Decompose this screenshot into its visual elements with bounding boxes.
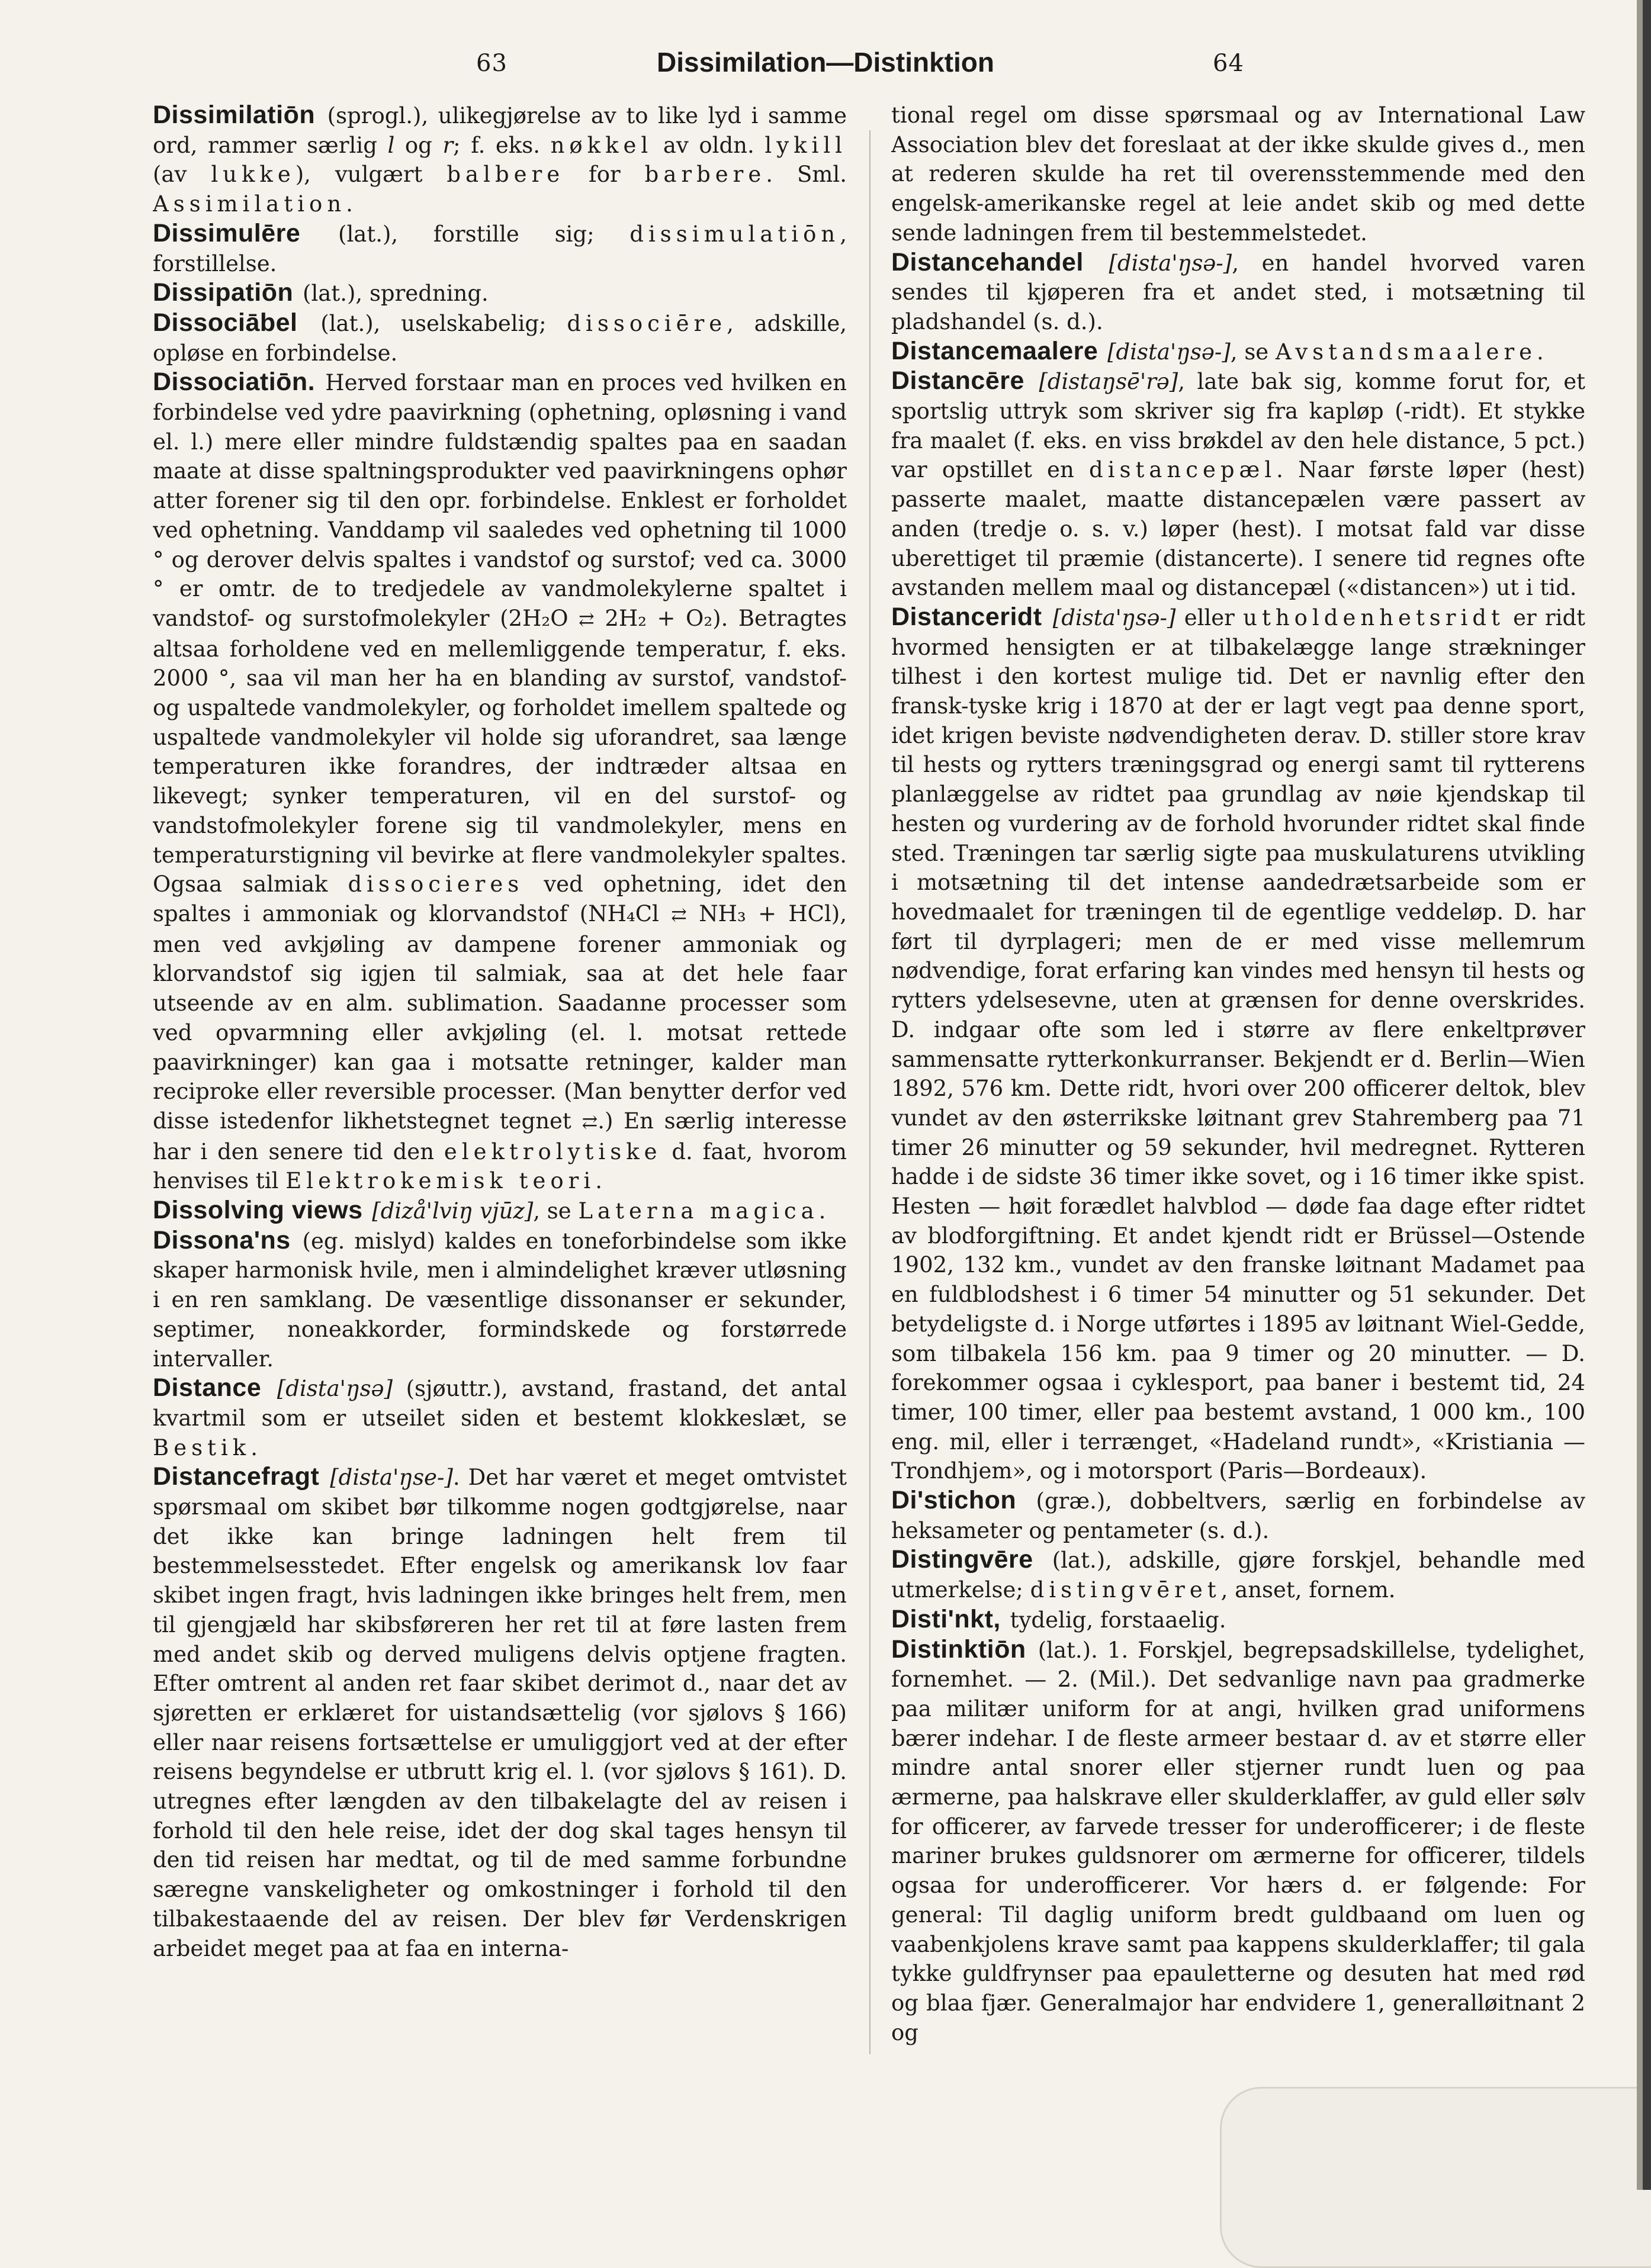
entry-text: (lat.), forstille sig; [303, 221, 630, 247]
entry-text: eller [1175, 604, 1244, 630]
entry-text: , forstillelse. [153, 221, 847, 276]
spaced-term: barbere [644, 162, 766, 188]
spaced-term: distancepæl [1088, 457, 1277, 483]
right-page-number: 64 [1213, 50, 1244, 77]
dictionary-entry [891, 248, 1585, 337]
pronunciation: [dista'ŋsə-] [1109, 250, 1232, 276]
pronunciation: r [442, 132, 454, 158]
entry-text [322, 1465, 330, 1490]
entry-text: NH₃ + HCl), men ved avkjøling av dampene forener ammoniak og klorvandstof sig igjen til salmiak, saa at det hele faar utseende av en alm. sublimation. Saadanne processer som ved opvarmning eller avkjøling (el. l. motsat rettede paavirkninger) kan gaa i motsatte retninger, kalder man reciproke eller reversible processer. (Man benytter derfor ved disse istedenfor likhetstegnet tegnet [153, 900, 847, 1134]
pronunciation: [distaŋsē'rə] [1039, 369, 1178, 395]
entry-headword: Dissipatiōn [153, 278, 294, 307]
entry-text: , se [1230, 339, 1276, 365]
entry-headword: Dissimulēre [153, 218, 301, 247]
entry-text: og [394, 132, 443, 158]
spaced-term: Elektrokemisk teori [285, 1168, 596, 1194]
pronunciation: [dista'ŋsə-] [1107, 339, 1231, 365]
entry-text: av oldn. [653, 132, 765, 158]
entry-text: (lat.), adskille, gjøre forskjel, behandle med utmerkelse; [891, 1548, 1585, 1603]
entry-text: (sprogl.), ulikegjørelse av to like lyd i samme ord, rammer særlig [153, 103, 847, 158]
entry-text: tional regel om disse spørsmaal og av International Law Association blev det foreslaat at der ikke skulde gives d., men at rederen skulde ha ret til overensstemmende med den engelsk-amerikanske regel at leie andet skib og med dette sende ladningen frem til bestemmelstedet. [891, 102, 1585, 246]
entry-text: , en handel hvorved varen sendes til kjøperen fra et andet sted, i motsætning til pladshandel (s. d.). [891, 250, 1585, 334]
entry-headword: Dissimilatiōn [153, 101, 316, 129]
dictionary-entry [153, 368, 847, 1196]
entry-text [1045, 605, 1053, 630]
entry-text: (av [153, 162, 211, 188]
entry-text: ), vulgært [295, 162, 447, 188]
entry-headword: Dissona'ns [153, 1225, 291, 1254]
reversible-arrow-icon: ⇄ [582, 1110, 598, 1133]
entry-text: . [818, 1198, 826, 1224]
pronunciation: [dizå'lviŋ vjūz] [372, 1198, 534, 1224]
pronunciation: [dista'ŋsə] [277, 1376, 393, 1402]
dictionary-entry [153, 1226, 847, 1374]
entry-text: 2H₂ + O₂). Betragtes altsaa forholdene ved en mellemliggende temperatur, f. eks. 2000 °, saa vil man her ha en blanding av surstof, vandstof- og uspaltede vandmolekyler, og forholdet imellem spaltede og uspaltede vandmolekyler vil holde sig uforandret, saa længe temperaturen ikke forandres, der indtræder altsaa en likevegt; synker temperaturen, vil en del surstof- og vandstofmolekyler forene sig til vandmolekyler, mens en temperaturstigning vil bevirke at flere vandmolekyler spaltes. Ogsaa salmiak [153, 605, 847, 897]
entry-headword: Dissociābel [153, 308, 298, 337]
entry-text: . [250, 1434, 258, 1460]
entry-headword: Distance [153, 1373, 262, 1402]
entry-headword: Di'stichon [891, 1486, 1017, 1515]
entry-text: . Det har været et meget omtvistet spørsmaal om skibet bør tilkomme nogen godtgjørelse, naar det ikke kan bringe ladningen helt frem til bestemmelsesstedet. Efter engelsk og amerikansk lov faar skibet ingen fragt, hvis ladningen ikke bringes helt frem, men til gjengjæld har skibsføreren her ret til at føre lasten frem med andet skib og derved muligens delvis optjene fragten. Efter omtrent al anden ret faar skibet derimot d., naar det av sjøretten er erklæret for uistandsættelig (vor sjølovs § 166) eller naar reisens fortsættelse er umuliggjort ved at der efter reisens begyndelse er utbrutt krig el. l. (vor sjølovs § 161). D. utregnes efter længden av den tilbakelagte del av reisen i forhold til den hele reise, idet der dog skal tages hensyn til den tid reisen har medtat, og til de med samme forbundne særegne vanskeligheter og omkostninger i forhold til den tilbakestaaende del av reisen. Der blev før Verdenskrigen arbeidet meget paa at faa en interna- [153, 1465, 847, 1961]
spaced-term: utholdenhetsridt [1243, 604, 1505, 630]
entry-text: (græ.), dobbeltvers, særlig en forbindelse av heksameter og pentameter (s. d.). [891, 1488, 1585, 1543]
spaced-term: lukke [211, 162, 295, 188]
page-edge-shadow [1637, 0, 1643, 2190]
spaced-term: Assimilation [153, 191, 346, 217]
dictionary-entry [891, 1545, 1585, 1604]
dictionary-entry [153, 1373, 847, 1462]
spaced-term: dissimulatiōn [629, 221, 840, 247]
dictionary-entry [153, 278, 847, 308]
entry-text: , late bak sig, komme forut for, et sportslig uttryk som skriver sig fra kapløp (-ridt). Et stykke fra maalet (f. eks. en viss brøkdel av den hele distance, 5 pct.) var opstillet en [891, 369, 1585, 483]
spaced-term: nøkkel [550, 132, 653, 158]
entry-text [1100, 339, 1107, 365]
dictionary-entry [153, 101, 847, 219]
spaced-term: Avstandsmaalere [1275, 339, 1537, 365]
entry-headword: Distancehandel [891, 247, 1084, 276]
entry-text: (sjøuttr.), avstand, frastand, det antal kvartmil som er utseilet siden et bestemt klokkeslæt, se [153, 1376, 847, 1431]
entry-text: (eg. mislyd) kaldes en toneforbindelse som ikke skaper harmonisk hvile, men i almindelighet kræver utløsning i en ren samklang. De væsentlige dissonanser er sekunder, septimer, noneakkorder, formindskede og forstørrede intervaller. [153, 1228, 847, 1372]
entry-headword: Distancefragt [153, 1462, 320, 1491]
entry-text: ; f. eks. [453, 132, 551, 158]
reversible-arrow-icon: ⇄ [579, 607, 595, 630]
entry-headword: Dissociatiōn. [153, 368, 316, 397]
left-column [153, 101, 847, 2137]
book-spine-edge [1643, 0, 1651, 2190]
entry-text: (lat.), spredning. [295, 281, 489, 307]
entry-text: d. faat, hvorom henvises til [153, 1138, 847, 1194]
spaced-term: elektrolytiske [444, 1138, 662, 1164]
entry-text: , adskille, opløse en forbindelse. [153, 310, 847, 366]
page-corner-curl [1220, 2087, 1651, 2268]
dictionary-entry [891, 1635, 1585, 2048]
entry-headword: Distinktiōn [891, 1635, 1026, 1664]
running-header [0, 47, 1651, 85]
entry-text: ved ophetning, idet den spaltes i ammoniak og klorvandstof (NH₄Cl [153, 871, 847, 926]
entry-text: er ridt hvormed hensigten er at tilbakelægge lange strækninger tilhest i den kortest mulige tid. Det er navnlig efter den fransk-tyske krig i 1870 at der er lagt vegt paa denne sport, idet krigen beviste nødvendigheten derav. D. stiller store krav til hests og rytters træningsgrad og energi samt til rytterens planlæggelse av ridtet paa grundlag av nøie kjendskap til hesten og vurdering av de forhold hvorunder ridtet skal finde sted. Træningen tar særlig sigte paa muskulaturens utvikling i motsætning til det intense aandedrætsarbeide som er hovedmaalet for træningen til de egentlige veddeløp. D. har ført til dyrplageri; men de er med visse mellemrum nødvendige, forat erfaring kan vindes med hensyn til hests og rytters ydelsesevne, uten at grænsen for denne overskrides. D. indgaar ofte som led i større av flere enkeltprøver sammensatte rytterkonkurranser. Bekjendt er d. Berlin—Wien 1892, 576 km. Dette ridt, hvori over 200 officerer deltok, blev vundet av den østerrikske løitnant grev Stahremberg paa 71 timer 26 minutter og 59 sekunder, hvil medregnet. Rytteren hadde i de sidste 36 timer ikke sovet, og i 16 timer ikke spist. Hesten — høit forædlet halvblod — døde faa dage efter ridtet av blodforgiftning. Et andet kjendt ridt er Brüssel—Ostende 1902, 132 km., vundet av den franske løitnant Madamet paa en fuldblodshest i 6 timer 54 minutter og 51 sekunder. Det betydeligste d. i Norge utførtes i 1895 av løitnant Wiel-Gedde, som tilbakela 156 km. paa 9 timer og 20 minutter. — D. forekommer ogsaa i cyklesport, paa baner i bestemt tid, 24 timer, 100 timer, eller paa bestemt avstand, 1 000 km., 100 eng. mil, eller i terrænget, «Hadeland rundt», «Kristiania —Trondhjem», og i motorsport (Paris—Bordeaux). [891, 604, 1585, 1484]
pronunciation: l [387, 132, 395, 158]
dictionary-entry [891, 603, 1585, 1486]
entry-text: , anset, fornem. [1220, 1577, 1396, 1603]
dictionary-entry [153, 1196, 847, 1226]
entry-text [264, 1376, 277, 1401]
dictionary-entry [891, 1486, 1585, 1545]
right-column [891, 101, 1585, 2137]
entry-text: . [1537, 339, 1544, 365]
entry-text: . [346, 191, 353, 217]
entry-headword: Dissolving views [153, 1196, 363, 1225]
dictionary-entry [891, 101, 1585, 248]
entry-headword: Distancēre [891, 366, 1024, 395]
entry-text: .) En særlig interesse har i den senere tid den [153, 1108, 847, 1164]
spaced-term: balbere [447, 162, 565, 188]
spaced-term: dissocieres [348, 871, 524, 897]
spaced-term: Bestik [153, 1434, 251, 1460]
entry-text: for [564, 162, 645, 188]
dictionary-entry [891, 337, 1585, 367]
dictionary-entry [153, 219, 847, 278]
pronunciation: [dista'ŋsə-] [1052, 604, 1176, 630]
dictionary-entry [891, 366, 1585, 603]
dictionary-entry [153, 308, 847, 368]
entry-text: tydelig, forstaaelig. [1003, 1607, 1226, 1633]
entry-text: (lat.), uselskabelig; [300, 310, 567, 336]
entry-headword: Distingvēre [891, 1545, 1033, 1574]
column-divider [869, 130, 871, 2054]
entry-text [365, 1198, 372, 1224]
spaced-term: dissociēre [567, 310, 727, 336]
entry-headword: Disti'nkt, [891, 1604, 1001, 1633]
entry-headword: Distanceridt [891, 602, 1042, 631]
entry-text: . Sml. [766, 162, 847, 188]
entry-text [1086, 250, 1109, 276]
entry-headword: Distancemaalere [891, 336, 1098, 365]
dictionary-entry [891, 1605, 1585, 1635]
left-page-number: 63 [476, 50, 507, 77]
entry-text: , se [533, 1198, 579, 1224]
entry-text: (lat.). 1. Forskjel, begrepsadskillelse, tydelighet, fornemhet. — 2. (Mil.). Det sedvanlige navn paa gradmerke paa militær uniform for at angi, hvilken grad uniformens bærer indehar. I de fleste armeer bestaar d. av et større eller mindre antal snorer eller stjerner rundt luen og paa ærmerne, paa halskrave eller skulderklaffer, av guld eller sølv for officerer, av farvede tresser for underofficerer; i de fleste mariner brukes guldsnorer om ærmerne for officerer, tildels ogsaa for underofficerer. Vor hærs d. er følgende: For general: Til daglig uniform bredt guldbaand om luen og vaabenkjolens krave samt paa kappens skulderklaffer; til gala tykke guldfrynser paa epauletterne og desuten hat med rød og blaa fjær. Generalmajor har endvidere 1, generalløitnant 2 og [891, 1637, 1585, 2045]
spaced-term: distingvēret [1030, 1577, 1221, 1603]
spaced-term: Laterna magica [578, 1198, 819, 1224]
spaced-term: lykill [765, 132, 847, 158]
pronunciation: [dista'ŋse-] [330, 1465, 453, 1491]
dictionary-entry [153, 1462, 847, 1963]
entry-text: . [595, 1168, 602, 1194]
entry-text [1027, 369, 1039, 394]
entry-text: . Naar første løper (hest) passerte maalet, maatte distancepælen være passert av anden (tredje o. s. v.) løper (hest). I motsat fald var disse uberettiget til præmie (distancerte). I senere tid regnes ofte avstanden mellem maal og distancepæl («distancen») ut i tid. [891, 457, 1585, 601]
entry-text: Herved forstaar man en proces ved hvilken en forbindelse ved ydre paavirkning (ophetning, opløsning i vand el. l.) mere eller mindre fuldstændig spaltes paa en saadan maate at disse spaltningsprodukter ved paavirkningens ophør atter forener sig til den opr. forbindelse. Enklest er forholdet ved ophetning. Vanddamp vil saaledes ved ophetning til 1000 ° og derover delvis spaltes i vandstof og surstof; ved ca. 3000 ° er omtr. de to tredjedele av vandmolekylerne spaltet i vandstof- og surstofmolekyler (2H₂O [153, 370, 847, 631]
reversible-arrow-icon: ⇄ [671, 903, 687, 926]
running-title: Dissimilation—Distinktion [657, 47, 994, 78]
